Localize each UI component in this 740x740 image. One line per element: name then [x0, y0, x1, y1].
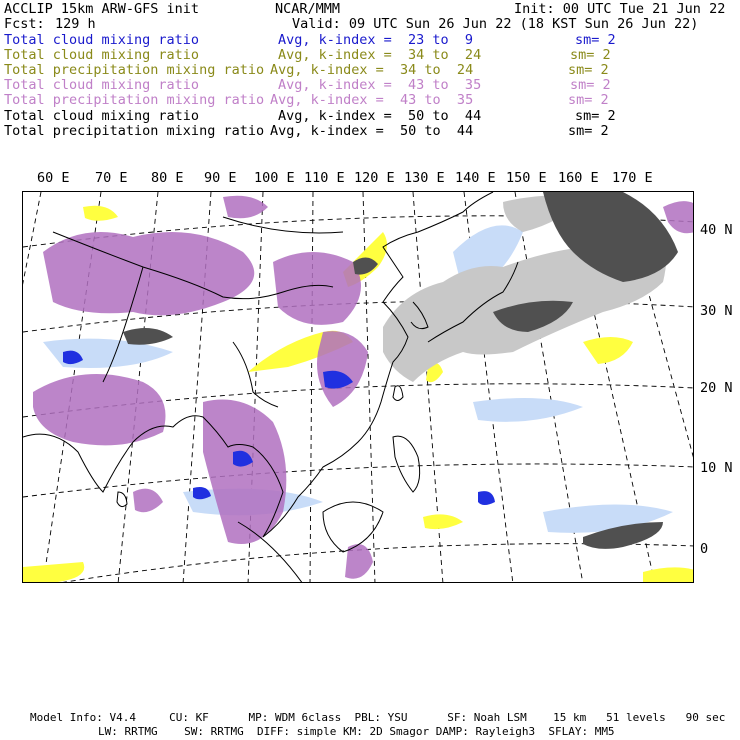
field-avg: Avg, k-index = 34 to 24	[278, 47, 482, 63]
product-title: ACCLIP 15km ARW-GFS init	[4, 1, 200, 17]
upper-cloud-patch	[317, 331, 368, 407]
field-name: Total precipitation mixing ratio	[4, 123, 265, 139]
lon-label: 120 E	[354, 170, 395, 186]
field-sm: sm= 2	[570, 77, 611, 93]
low-cloud-patch	[478, 491, 495, 505]
field-sm: sm= 2	[568, 92, 609, 108]
field-avg: Avg, k-index = 43 to 35	[278, 77, 482, 93]
field-sm: sm= 2	[570, 47, 611, 63]
low-cloud-light-patch	[473, 398, 583, 422]
field-name: Total cloud mixing ratio	[4, 108, 200, 124]
lon-label: 90 E	[204, 170, 237, 186]
lat-label: 20 N	[700, 380, 733, 396]
lon-label: 160 E	[558, 170, 599, 186]
valid-time: Valid: 09 UTC Sun 26 Jun 22 (18 KST Sun 26 Jun 22)	[292, 16, 699, 32]
longitude-line	[310, 192, 313, 583]
upper-cloud-patch	[133, 489, 163, 513]
field-sm: sm= 2	[575, 32, 616, 48]
field-name: Total cloud mixing ratio	[4, 77, 200, 93]
upper-cloud-patch	[33, 374, 166, 445]
field-name: Total cloud mixing ratio	[4, 32, 200, 48]
latitude-line	[23, 464, 694, 497]
field-avg: Avg, k-index = 50 to 44	[278, 108, 482, 124]
field-sm: sm= 2	[568, 62, 609, 78]
center-name: NCAR/MMM	[275, 1, 341, 17]
lon-label: 110 E	[304, 170, 345, 186]
philippines	[393, 436, 420, 492]
mid-cloud-patch	[423, 514, 463, 529]
forecast-hour: 129 h	[55, 16, 96, 32]
map-canvas	[23, 192, 694, 583]
mid-cloud-patch	[643, 567, 694, 583]
field-avg: Avg, k-index = 43 to 35	[270, 92, 474, 108]
lon-label: 60 E	[37, 170, 70, 186]
lon-label: 70 E	[95, 170, 128, 186]
taiwan	[393, 386, 403, 401]
field-avg: Avg, k-index = 50 to 44	[270, 123, 474, 139]
field-avg: Avg, k-index = 34 to 24	[270, 62, 474, 78]
sri-lanka	[117, 492, 127, 507]
lat-label: 0	[700, 541, 709, 557]
lon-label: 170 E	[612, 170, 653, 186]
upper-cloud-patch	[43, 232, 254, 315]
lon-label: 80 E	[151, 170, 184, 186]
upper-cloud-patch	[273, 252, 361, 325]
mid-cloud-patch	[583, 337, 633, 364]
lat-label: 30 N	[700, 303, 733, 319]
lon-label: 100 E	[254, 170, 295, 186]
mid-cloud-patch	[83, 206, 118, 221]
lat-label: 40 N	[700, 222, 733, 238]
latitude-line	[53, 544, 694, 583]
field-sm: sm= 2	[568, 123, 609, 139]
init-time: Init: 00 UTC Tue 21 Jun 22	[514, 1, 726, 17]
top-cloud-dark-patch	[123, 328, 173, 345]
lon-label: 150 E	[506, 170, 547, 186]
map-panel	[22, 191, 694, 583]
mid-cloud-patch	[23, 562, 84, 583]
border	[233, 342, 278, 407]
model-info-line1: Model Info: V4.4 CU: KF MP: WDM 6class PBL: YSU SF: Noah LSM 15 km 51 levels 90 sec	[30, 711, 726, 724]
model-info-line2: LW: RRTMG SW: RRTMG DIFF: simple KM: 2D Smagor DAMP: Rayleigh3 SFLAY: MM5	[98, 725, 615, 738]
upper-cloud-patch	[223, 196, 268, 219]
field-name: Total precipitation mixing ratio	[4, 62, 265, 78]
forecast-label: Fcst:	[4, 16, 45, 32]
field-avg: Avg, k-index = 23 to 9	[278, 32, 474, 48]
field-name: Total cloud mixing ratio	[4, 47, 200, 63]
lon-label: 140 E	[455, 170, 496, 186]
lon-label: 130 E	[404, 170, 445, 186]
field-sm: sm= 2	[575, 108, 616, 124]
longitude-line	[23, 192, 41, 583]
lat-label: 10 N	[700, 460, 733, 476]
field-name: Total precipitation mixing ratio	[4, 92, 265, 108]
upper-cloud-patch	[663, 201, 694, 233]
